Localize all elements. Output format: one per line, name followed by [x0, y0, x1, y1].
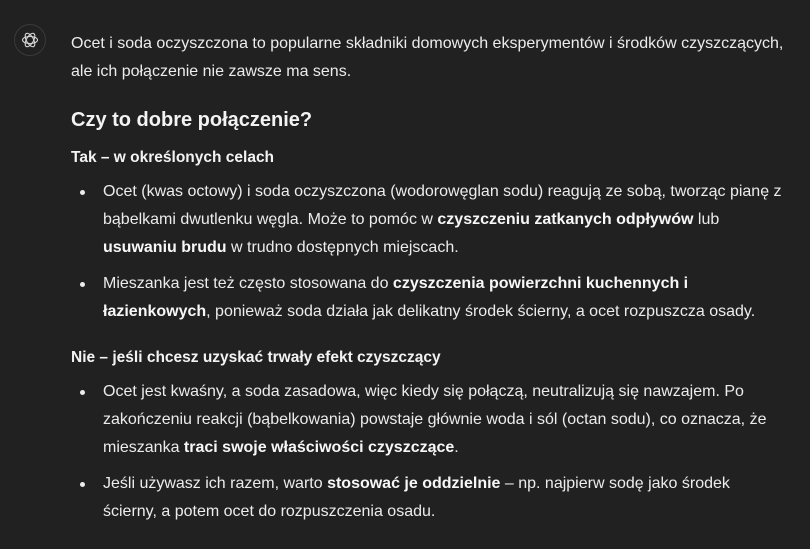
item-text: , ponieważ soda działa jak delikatny środek ścierny, a ocet rozpuszcza osady.: [206, 303, 756, 320]
bullet-dot: [80, 282, 85, 287]
openai-logo-icon: [20, 30, 40, 50]
item-text: Jeśli używasz ich razem, warto: [103, 475, 328, 492]
list-item: [71, 378, 786, 462]
item-text: lub: [693, 211, 720, 228]
intro-paragraph: [71, 30, 786, 86]
section-heading: Czy to dobre połączenie?: [71, 109, 313, 131]
yes-list: [71, 178, 786, 326]
assistant-message: [71, 30, 786, 534]
bullet-dot: [80, 190, 85, 195]
bullet-dot: [80, 482, 85, 487]
list-item: [71, 178, 786, 262]
item-text: w trudno dostępnych miejscach.: [226, 239, 459, 256]
yes-subheading: Tak – w określonych celach: [71, 149, 275, 166]
item-bold: czyszczenia powierzchni kuchennych i łazienkowych: [103, 275, 689, 320]
item-bold: usuwaniu brudu: [103, 239, 227, 256]
bullet-dot: [80, 390, 85, 395]
intro-line-1: Ocet i soda oczyszczona to popularne składniki domowych eksperymentów i środków czyszczących,: [71, 35, 784, 52]
intro-line-2: ale ich połączenie nie zawsze ma sens.: [71, 63, 352, 80]
list-item: [71, 270, 786, 326]
no-list: [71, 378, 786, 526]
item-bold: stosować je oddzielnie: [327, 475, 501, 492]
item-text: – np. najpierw sodę jako środek ścierny, a potem ocet do rozpuszczenia osadu.: [103, 475, 730, 520]
item-text: Ocet (kwas octowy) i soda oczyszczona (wodorowęglan sodu) reagują ze sobą, tworząc pianę z bąbelkami dwutlenku węgla. Może to pomóc w: [103, 183, 782, 228]
item-bold: traci swoje właściwości czyszczące: [183, 439, 455, 456]
no-subheading: Nie – jeśli chcesz uzyskać trwały efekt czyszczący: [71, 349, 441, 366]
assistant-avatar-icon: [14, 24, 46, 56]
item-text: Mieszanka jest też często stosowana do: [103, 275, 393, 292]
item-bold: czyszczeniu zatkanych odpływów: [437, 211, 694, 228]
item-text: Ocet jest kwaśny, a soda zasadowa, więc kiedy się połączą, neutralizują się nawzajem. Po zakończeniu reakcji (bąbelkowania) powstaje głównie woda i sól (octan sodu), co oznacza, że mieszanka: [103, 383, 767, 456]
item-text: .: [454, 439, 459, 456]
list-item: [71, 470, 786, 526]
